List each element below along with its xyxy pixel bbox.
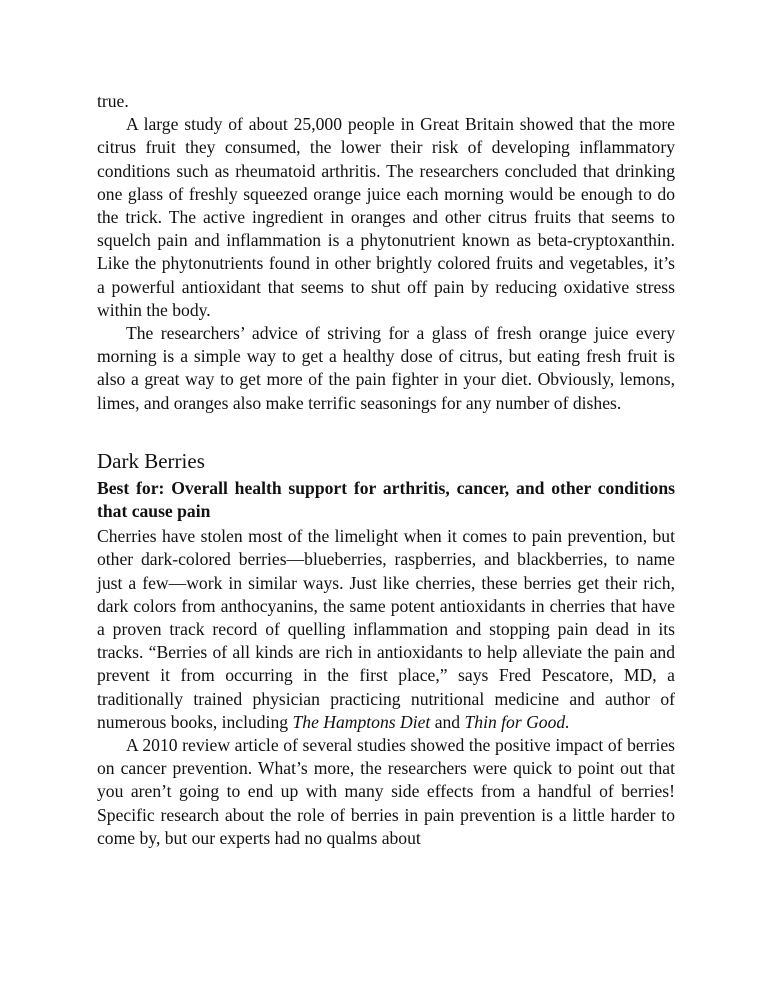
paragraph-citrus-advice: The researchers’ advice of striving for a glass of fresh orange juice every morning is a simple way to get a healthy dose of citrus, but eating fresh fruit is also a great way to get more of the pain fighter in your diet. Obviously, lemons, limes, and oranges also make terrific seasonings for any number of dishes. bbox=[97, 323, 675, 413]
book-title-hamptons-diet: The Hamptons Diet bbox=[292, 711, 431, 732]
book-title-thin-for-good: Thin for Good. bbox=[464, 711, 570, 732]
paragraph-citrus-study: A large study of about 25,000 people in Great Britain showed that the more citrus fruit they consumed, the lower their risk of developing inflammatory conditions such as rheumatoid arthritis. The researchers concluded that drinking one glass of freshly squeezed orange juice each morning would be enough to do the trick. The active ingredient in oranges and other citrus fruits that seems to squelch pain and inflammation is a phytonutrient known as beta-cryptoxanthin. Like the phytonutrients found in other brightly colored fruits and vegetables, it’s a powerful antioxidant that seems to shut off pain by reducing oxidative stress within the body. bbox=[97, 114, 675, 320]
document-page bbox=[97, 90, 675, 850]
section-heading: Dark Berries bbox=[97, 448, 205, 473]
best-for-subheading: Best for: Overall health support for arthritis, cancer, and other conditions that cause pain bbox=[97, 477, 675, 522]
conjunction-text: and bbox=[430, 711, 465, 732]
paragraph-berries-lead bbox=[97, 525, 675, 734]
paragraph-review-article: A 2010 review article of several studies showed the positive impact of berries on cancer prevention. What’s more, the researchers were quick to point out that you aren’t going to end up with many side effects from a handful of berries! Specific research about the role of berries in pain prevention is a little harder to come by, but our experts had no qualms about bbox=[97, 735, 675, 848]
paragraph-continuation: true. bbox=[97, 91, 129, 111]
paragraph-berries-text: Cherries have stolen most of the limelight when it comes to pain prevention, but other dark-colored berries—blueberries, raspberries, and blackberries, to name just a few—work in similar ways. Just like cherries, these berries get their rich, dark colors from anthocyanins, the same potent antioxidants in cherries that have a proven track record of quelling inflammation and stopping pain dead in its tracks. “Berries of all kinds are rich in antioxidants to help alleviate the pain and prevent it from occurring in the first place,” says Fred Pescatore, MD, a traditionally trained physician practicing nutritional medicine and author of numerous books, including bbox=[97, 526, 675, 732]
